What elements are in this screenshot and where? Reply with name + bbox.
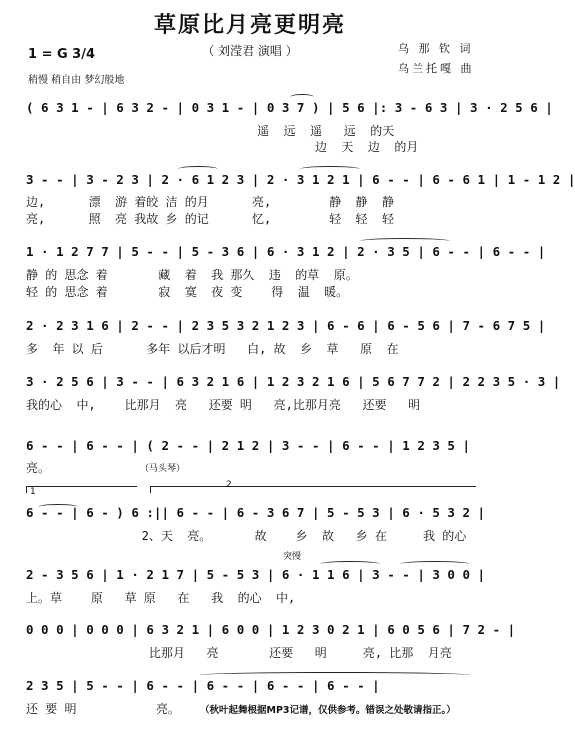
lyric-line-7: 2、天 亮。 故 乡 故 乡 在 我 的心 xyxy=(26,529,467,543)
slur-mark xyxy=(300,166,360,172)
singer-credit: （ 刘滢君 演唱 ） xyxy=(202,44,298,58)
slur-mark xyxy=(200,672,470,678)
volta-1-bracket xyxy=(26,486,137,493)
key-signature: 1 = G 3/4 xyxy=(28,47,96,62)
notation-line-8: 2 - 3 5 6 | 1 · 2 1 7 | 5 - 5 3 | 6 · 1 1 6 | 3 - - | 3 0 0 | xyxy=(26,567,486,582)
slur-mark xyxy=(320,561,380,567)
lyric-line-2b: 亮, 照 亮 我故 乡 的记 忆, 轻 轻 轻 xyxy=(26,212,394,226)
notation-line-5: 3 · 2 5 6 | 3 - - | 6 3 2 1 6 | 1 2 3 2 1 6 | 5 6 7 7 2 | 2 2 3 5 · 3 | xyxy=(26,374,561,389)
transcriber-note: （秋叶起舞根据MP3记谱，仅供参考。错误之处敬请指正。） xyxy=(200,705,456,716)
lyric-line-10: 还 要 明 亮。 xyxy=(26,702,180,716)
lyric-line-2a: 边, 漂 游 着皎 洁 的月 亮, 静 静 静 xyxy=(26,195,394,209)
slur-mark xyxy=(38,504,78,510)
notation-line-9: 0 0 0 | 0 0 0 | 6 3 2 1 | 6 0 0 | 1 2 3 0 2 1 | 6 0 5 6 | 7 2 - | xyxy=(26,622,516,637)
volta-1-number: 1 xyxy=(30,487,36,497)
lyric-line-1b: 边 天 边 的月 xyxy=(26,140,419,154)
lyric-line-8: 上。草 原 草 原 在 我 的心 中, xyxy=(26,591,296,605)
instrument-marking: （马头琴） xyxy=(140,464,186,474)
lyric-line-6: 亮。 xyxy=(26,461,51,475)
slur-mark xyxy=(290,94,314,100)
tempo-change-marking: 突慢 xyxy=(283,552,302,562)
slur-mark xyxy=(360,238,450,244)
lyric-line-3a: 静 的 思念 着 藏 着 我 那久 违 的草 原。 xyxy=(26,268,358,282)
lyric-line-4: 多 年 以 后 多年 以后才明 白, 故 乡 草 原 在 xyxy=(26,342,399,356)
volta-2-bracket xyxy=(150,486,476,493)
lyricist-credit: 乌 那 钦 词 xyxy=(398,42,474,55)
tempo-marking: 稍慢 稍自由 梦幻般地 xyxy=(28,75,125,86)
lyric-line-3b: 轻 的 思念 着 寂 寞 夜 变 得 温 暖。 xyxy=(26,285,349,299)
slur-mark xyxy=(400,561,470,567)
notation-line-2: 3 - - | 3 - 2 3 | 2 · 6 1 2 3 | 2 · 3 1 2 1 | 6 - - | 6 - 6 1 | 1 - 1 2 | xyxy=(26,172,575,187)
notation-line-4: 2 · 2 3 1 6 | 2 - - | 2 3 5 3 2 1 2 3 | 6 - 6 | 6 - 5 6 | 7 - 6 7 5 | xyxy=(26,318,546,333)
lyric-line-1a: 遥 远 遥 远 的天 xyxy=(26,124,395,138)
lyric-line-5: 我的心 中, 比那月 亮 还要 明 亮,比那月亮 还要 明 xyxy=(26,398,421,412)
notation-line-7: 6 - - | 6 - ) 6 :|| 6 - - | 6 - 3 6 7 | 5 - 5 3 | 6 · 5 3 2 | xyxy=(26,505,486,520)
slur-mark xyxy=(178,166,218,172)
notation-line-6: 6 - - | 6 - - | ( 2 - - | 2 1 2 | 3 - - | 6 - - | 1 2 3 5 | xyxy=(26,438,471,453)
notation-line-3: 1 · 1 2 7 7 | 5 - - | 5 - 3 6 | 6 · 3 1 2 | 2 · 3 5 | 6 - - | 6 - - | xyxy=(26,244,546,259)
notation-line-10: 2 3 5 | 5 - - | 6 - - | 6 - - | 6 - - | 6 - - | xyxy=(26,678,380,693)
notation-line-1: ( 6 3 1 - | 6 3 2 - | 0 3 1 - | 0 3 7 ) | 5 6 |: 3 - 6 3 | 3 · 2 5 6 | xyxy=(26,100,553,115)
lyric-line-9: 比那月 亮 还要 明 亮, 比那 月亮 xyxy=(26,646,452,660)
composer-credit: 乌兰托嘎 曲 xyxy=(398,62,475,75)
song-title: 草原比月亮更明亮 xyxy=(153,13,346,38)
volta-2-number: 2 xyxy=(226,480,232,490)
